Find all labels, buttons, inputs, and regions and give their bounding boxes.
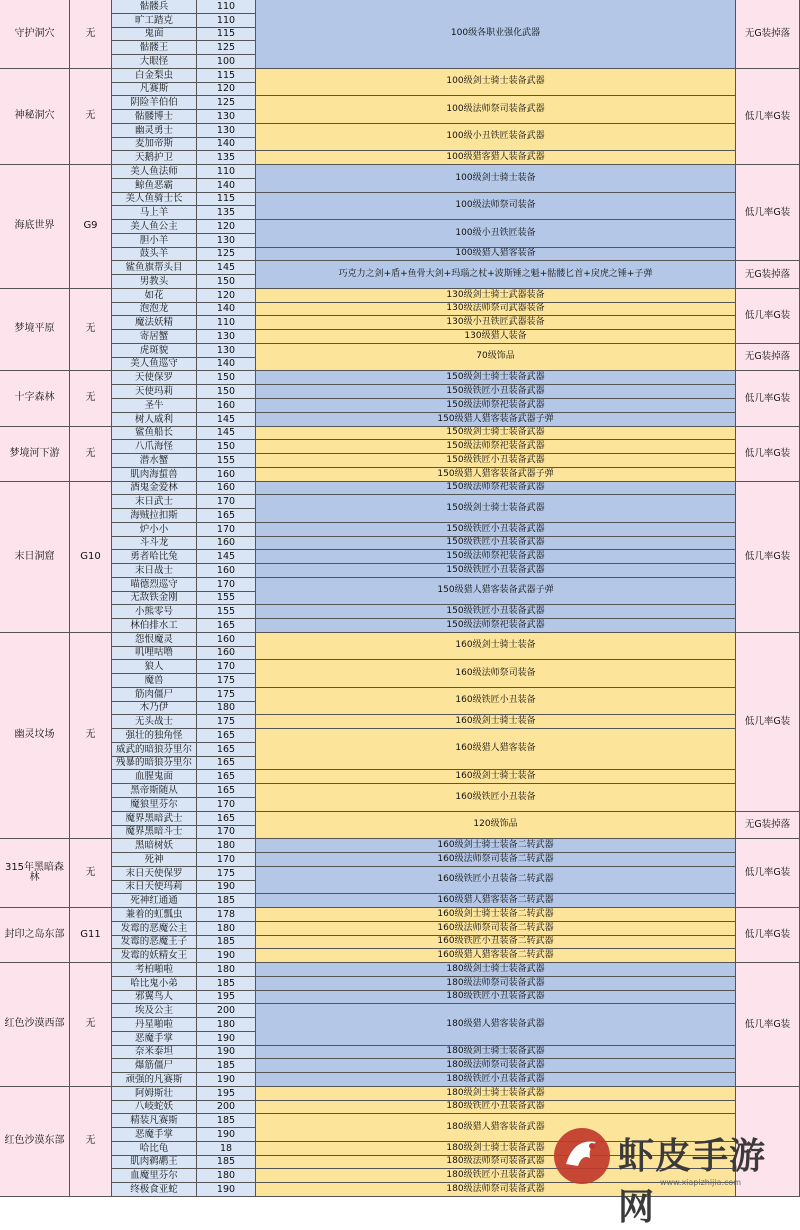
monster-name-cell: 大眼怪 xyxy=(112,55,197,69)
monster-name-cell: 哈比龟 xyxy=(112,1142,197,1156)
monster-level-cell: 135 xyxy=(197,151,256,165)
monster-name-cell: 如花 xyxy=(112,289,197,303)
monster-name-cell: 残暴的暗狼芬里尔 xyxy=(112,757,197,770)
loot-cell: 160级剑士骑士装备 xyxy=(256,770,736,784)
area-name-cell: 梦境河下游 xyxy=(0,427,70,482)
monster-level-cell: 145 xyxy=(197,413,256,427)
g-drop-cell: 无G装掉落 xyxy=(736,261,800,289)
loot-cell: 160级剑士骑士装备 xyxy=(256,633,736,660)
monster-name-cell: 发霉的恶魔公主 xyxy=(112,922,197,936)
loot-cell: 180级剑士骑士装备武器 xyxy=(256,1142,736,1156)
monster-level-cell: 140 xyxy=(197,138,256,151)
monster-level-cell: 200 xyxy=(197,1101,256,1114)
watermark-url: www.xiapizhijia.com xyxy=(660,1178,742,1187)
g-drop-cell: 低几率G装 xyxy=(736,371,800,427)
watermark-title: 虾皮手游网 xyxy=(618,1136,767,1228)
monster-name-cell: 无敌铁金刚 xyxy=(112,592,197,605)
monster-name-cell: 末日武士 xyxy=(112,495,197,509)
area-name-cell: 封印之岛东部 xyxy=(0,908,70,963)
g-drop-cell: 低几率G装 xyxy=(736,633,800,812)
monster-name-cell: 魔狼里芬尔 xyxy=(112,798,197,812)
monster-level-cell: 145 xyxy=(197,550,256,564)
g-drop-cell: 低几率G装 xyxy=(736,69,800,165)
monster-name-cell: 黑帝斯随从 xyxy=(112,784,197,798)
monster-level-cell: 170 xyxy=(197,798,256,812)
monster-name-cell: 魔兽 xyxy=(112,674,197,688)
monster-name-cell: 酒鬼金爱林 xyxy=(112,482,197,495)
monster-level-cell: 195 xyxy=(197,1087,256,1101)
grade-cell: 无 xyxy=(70,1087,112,1197)
monster-name-cell: 丹星啪啦 xyxy=(112,1018,197,1032)
monster-level-cell: 185 xyxy=(197,1114,256,1128)
loot-cell: 150级铁匠小丑装备武器 xyxy=(256,523,736,537)
monster-level-cell: 170 xyxy=(197,523,256,537)
monster-level-cell: 150 xyxy=(197,440,256,454)
monster-name-cell: 旷工踏克 xyxy=(112,14,197,28)
monster-level-cell: 115 xyxy=(197,28,256,41)
monster-level-cell: 160 xyxy=(197,633,256,647)
monster-level-cell: 150 xyxy=(197,371,256,385)
loot-cell: 150级铁匠小丑装备武器 xyxy=(256,385,736,399)
monster-name-cell: 末日天使保罗 xyxy=(112,867,197,881)
monster-name-cell: 骷髅博士 xyxy=(112,110,197,124)
monster-name-cell: 八爪海怪 xyxy=(112,440,197,454)
monster-level-cell: 160 xyxy=(197,647,256,660)
monster-level-cell: 185 xyxy=(197,894,256,908)
monster-name-cell: 爆筋僵尸 xyxy=(112,1059,197,1073)
monster-name-cell: 泡泡龙 xyxy=(112,303,197,316)
loot-cell: 160级法师祭司装备 xyxy=(256,660,736,688)
grade-cell: 无 xyxy=(70,963,112,1087)
loot-cell: 160级剑士骑士装备二转武器 xyxy=(256,839,736,853)
monster-level-cell: 120 xyxy=(197,289,256,303)
monster-level-cell: 160 xyxy=(197,564,256,578)
monster-level-cell: 150 xyxy=(197,385,256,399)
monster-name-cell: 美人鱼法师 xyxy=(112,165,197,179)
monster-level-cell: 190 xyxy=(197,1046,256,1059)
grade-cell: 无 xyxy=(70,371,112,427)
loot-cell: 150级铁匠小丑装备武器 xyxy=(256,564,736,578)
monster-name-cell: 美人鱼骑士长 xyxy=(112,193,197,206)
monster-name-cell: 怨恨魔灵 xyxy=(112,633,197,647)
loot-cell: 160级铁匠小丑装备二转武器 xyxy=(256,867,736,894)
loot-cell: 180级猎人猎客装备武器 xyxy=(256,1114,736,1142)
monster-name-cell: 发霉的恶魔王子 xyxy=(112,936,197,949)
g-drop-cell: 低几率G装 xyxy=(736,165,800,261)
loot-cell: 160级猎人猎客装备二转武器 xyxy=(256,949,736,963)
grade-cell: 无 xyxy=(70,633,112,839)
monster-name-cell: 末日天使玛莉 xyxy=(112,881,197,894)
monster-level-cell: 120 xyxy=(197,83,256,96)
loot-cell: 150级猎人猎客装备武器子弹 xyxy=(256,413,736,427)
loot-cell: 180级铁匠小丑装备武器 xyxy=(256,1169,736,1183)
monster-level-cell: 180 xyxy=(197,702,256,715)
loot-cell: 180级法师祭司装备武器 xyxy=(256,1059,736,1073)
monster-level-cell: 160 xyxy=(197,468,256,482)
monster-name-cell: 威武的暗狼芬里尔 xyxy=(112,743,197,757)
loot-cell: 180级猎人猎客装备武器 xyxy=(256,1004,736,1046)
loot-cell: 160级剑士骑士装备 xyxy=(256,715,736,729)
monster-level-cell: 165 xyxy=(197,757,256,770)
monster-name-cell: 勇者哈比兔 xyxy=(112,550,197,564)
monster-level-cell: 110 xyxy=(197,0,256,14)
monster-level-cell: 125 xyxy=(197,248,256,261)
monster-name-cell: 潜水蟹 xyxy=(112,454,197,468)
monster-name-cell: 阴险羊伯伯 xyxy=(112,96,197,110)
monster-level-cell: 160 xyxy=(197,399,256,413)
monster-name-cell: 发霉的妖精女王 xyxy=(112,949,197,963)
loot-cell: 160级剑士骑士装备二转武器 xyxy=(256,908,736,922)
monster-level-cell: 165 xyxy=(197,770,256,784)
area-name-cell: 末日洞窟 xyxy=(0,482,70,633)
monster-level-cell: 195 xyxy=(197,991,256,1004)
loot-cell: 100级小丑铁匠装备 xyxy=(256,220,736,248)
monster-name-cell: 顽强的凡赛斯 xyxy=(112,1073,197,1087)
monster-name-cell: 麦加帝斯 xyxy=(112,138,197,151)
monster-level-cell: 165 xyxy=(197,784,256,798)
monster-name-cell: 终极食亚蛇 xyxy=(112,1183,197,1197)
loot-cell: 160级法师祭司装备二转武器 xyxy=(256,853,736,867)
monster-name-cell: 死神 xyxy=(112,853,197,867)
loot-cell: 100级法师祭司装备 xyxy=(256,193,736,220)
monster-name-cell: 肌肉海蜇兽 xyxy=(112,468,197,482)
monster-name-cell: 天使保罗 xyxy=(112,371,197,385)
loot-cell: 150级猎人猎客装备武器子弹 xyxy=(256,468,736,482)
monster-level-cell: 130 xyxy=(197,330,256,344)
loot-cell: 160级猎人猎客装备二转武器 xyxy=(256,894,736,908)
loot-cell: 180级剑士骑士装备武器 xyxy=(256,1046,736,1059)
monster-level-cell: 135 xyxy=(197,206,256,220)
area-name-cell: 神秘洞穴 xyxy=(0,69,70,165)
monster-name-cell: 邪翼鸟人 xyxy=(112,991,197,1004)
grade-cell: G10 xyxy=(70,482,112,633)
monster-level-cell: 200 xyxy=(197,1004,256,1018)
monster-name-cell: 奈米泰坦 xyxy=(112,1046,197,1059)
grade-cell: 无 xyxy=(70,289,112,371)
monster-name-cell: 强壮的独角怪 xyxy=(112,729,197,743)
monster-level-cell: 180 xyxy=(197,1018,256,1032)
monster-level-cell: 160 xyxy=(197,482,256,495)
monster-name-cell: 白金梨虫 xyxy=(112,69,197,83)
monster-name-cell: 美人鱼巡守 xyxy=(112,358,197,371)
g-drop-cell: 低几率G装 xyxy=(736,482,800,633)
monster-level-cell: 185 xyxy=(197,936,256,949)
loot-cell: 130级法师祭司武器装备 xyxy=(256,303,736,316)
monster-name-cell: 幽灵勇士 xyxy=(112,124,197,138)
monster-level-cell: 140 xyxy=(197,358,256,371)
g-drop-cell: 低几率G装 xyxy=(736,839,800,908)
monster-level-cell: 155 xyxy=(197,605,256,619)
monster-name-cell: 天使玛莉 xyxy=(112,385,197,399)
monster-level-cell: 175 xyxy=(197,867,256,881)
monster-level-cell: 130 xyxy=(197,344,256,358)
loot-cell: 100级剑士骑士装备 xyxy=(256,165,736,193)
area-name-cell: 红色沙漠东部 xyxy=(0,1087,70,1197)
monster-name-cell: 骷髅王 xyxy=(112,41,197,55)
monster-name-cell: 鲨鱼船长 xyxy=(112,427,197,440)
grade-cell: 无 xyxy=(70,427,112,482)
loot-cell: 100级法师祭司装备武器 xyxy=(256,96,736,124)
monster-name-cell: 魔法妖精 xyxy=(112,316,197,330)
g-drop-cell: 低几率G装 xyxy=(736,289,800,344)
loot-cell: 150级法师祭祀装备武器 xyxy=(256,399,736,413)
monster-name-cell: 哈比鬼小弟 xyxy=(112,977,197,991)
monster-level-cell: 165 xyxy=(197,812,256,826)
loot-cell: 180级法师祭司装备武器 xyxy=(256,1156,736,1169)
monster-name-cell: 美人鱼公主 xyxy=(112,220,197,234)
loot-cell: 160级铁匠小丑装备 xyxy=(256,784,736,812)
monster-name-cell: 男教头 xyxy=(112,275,197,289)
monster-name-cell: 胆小羊 xyxy=(112,234,197,248)
g-drop-cell: 低几率G装 xyxy=(736,963,800,1087)
loot-cell: 180级铁匠小丑装备武器 xyxy=(256,991,736,1004)
monster-level-cell: 130 xyxy=(197,110,256,124)
monster-level-cell: 190 xyxy=(197,881,256,894)
loot-cell: 100级各职业强化武器 xyxy=(256,0,736,69)
monster-level-cell: 100 xyxy=(197,55,256,69)
monster-name-cell: 海贼拉扣斯 xyxy=(112,509,197,523)
monster-name-cell: 马上羊 xyxy=(112,206,197,220)
monster-level-cell: 110 xyxy=(197,14,256,28)
loot-cell: 160级法师祭司装备二转武器 xyxy=(256,922,736,936)
monster-level-cell: 170 xyxy=(197,660,256,674)
monster-name-cell: 木乃伊 xyxy=(112,702,197,715)
monster-name-cell: 筋肉僵尸 xyxy=(112,688,197,702)
monster-name-cell: 寄居蟹 xyxy=(112,330,197,344)
monster-name-cell: 考柏啪啦 xyxy=(112,963,197,977)
area-name-cell: 梦境平原 xyxy=(0,289,70,371)
grade-cell: 无 xyxy=(70,0,112,69)
loot-cell: 150级猎人猎客装备武器子弹 xyxy=(256,578,736,605)
monster-level-cell: 120 xyxy=(197,220,256,234)
monster-name-cell: 黑暗树妖 xyxy=(112,839,197,853)
monster-name-cell: 精装凡赛斯 xyxy=(112,1114,197,1128)
monster-level-cell: 170 xyxy=(197,495,256,509)
loot-cell: 130级剑士骑士武器装备 xyxy=(256,289,736,303)
g-drop-cell: 无G装掉落 xyxy=(736,812,800,839)
monster-level-cell: 180 xyxy=(197,1169,256,1183)
monster-level-cell: 185 xyxy=(197,977,256,991)
loot-cell: 巧克力之剑+盾+鱼骨大剑+玛瑙之杖+波斯锤之魁+骷髅匕首+戾虎之锤+子弹 xyxy=(256,261,736,289)
monster-name-cell: 鬼面 xyxy=(112,28,197,41)
loot-cell: 100级小丑铁匠装备武器 xyxy=(256,124,736,151)
monster-name-cell: 血魔里芬尔 xyxy=(112,1169,197,1183)
monster-level-cell: 110 xyxy=(197,165,256,179)
loot-cell: 160级猎人猎客装备 xyxy=(256,729,736,770)
monster-level-cell: 140 xyxy=(197,303,256,316)
g-drop-cell: 无G装掉落 xyxy=(736,0,800,69)
area-name-cell: 十字森林 xyxy=(0,371,70,427)
grade-cell: G9 xyxy=(70,165,112,289)
loot-cell: 150级法师祭祀装备武器 xyxy=(256,550,736,564)
monster-level-cell: 178 xyxy=(197,908,256,922)
loot-cell: 130级小丑铁匠武器装备 xyxy=(256,316,736,330)
loot-cell: 160级铁匠小丑装备二转武器 xyxy=(256,936,736,949)
grade-cell: 无 xyxy=(70,839,112,908)
monster-level-cell: 145 xyxy=(197,261,256,275)
monster-name-cell: 虎斑貌 xyxy=(112,344,197,358)
monster-level-cell: 170 xyxy=(197,826,256,839)
monster-name-cell: 喵德烈巡守 xyxy=(112,578,197,592)
monster-name-cell: 魔界黑暗武士 xyxy=(112,812,197,826)
g-drop-cell: 低几率G装 xyxy=(736,427,800,482)
monster-level-cell: 170 xyxy=(197,853,256,867)
monster-level-cell: 110 xyxy=(197,316,256,330)
monster-name-cell: 魔界黑暗斗士 xyxy=(112,826,197,839)
loot-cell: 120级饰品 xyxy=(256,812,736,839)
monster-name-cell: 血腥鬼面 xyxy=(112,770,197,784)
monster-level-cell: 125 xyxy=(197,41,256,55)
loot-cell: 150级法师祭祀装备武器 xyxy=(256,440,736,454)
monster-level-cell: 190 xyxy=(197,949,256,963)
area-name-cell: 幽灵坟场 xyxy=(0,633,70,839)
loot-cell: 100级猎人猎客装备 xyxy=(256,248,736,261)
grade-cell: 无 xyxy=(70,69,112,165)
grade-cell: G11 xyxy=(70,908,112,963)
monster-level-cell: 160 xyxy=(197,537,256,550)
monster-name-cell: 鲸鱼恶霸 xyxy=(112,179,197,193)
monster-name-cell: 阿姆斯壮 xyxy=(112,1087,197,1101)
loot-cell: 150级法师祭祀装备武器 xyxy=(256,482,736,495)
monster-level-cell: 155 xyxy=(197,592,256,605)
monster-level-cell: 165 xyxy=(197,509,256,523)
loot-cell: 180级法师祭司装备武器 xyxy=(256,977,736,991)
monster-level-cell: 190 xyxy=(197,1073,256,1087)
loot-cell: 150级铁匠小丑装备武器 xyxy=(256,454,736,468)
monster-name-cell: 斗斗龙 xyxy=(112,537,197,550)
monster-name-cell: 肌肉鹈鹕王 xyxy=(112,1156,197,1169)
area-name-cell: 守护洞穴 xyxy=(0,0,70,69)
monster-level-cell: 190 xyxy=(197,1183,256,1197)
monster-name-cell: 鼓头羊 xyxy=(112,248,197,261)
monster-level-cell: 130 xyxy=(197,124,256,138)
loot-cell: 150级法师祭祀装备武器 xyxy=(256,619,736,633)
monster-name-cell: 死神红通通 xyxy=(112,894,197,908)
monster-name-cell: 恶魔手掌 xyxy=(112,1032,197,1046)
monster-name-cell: 狼人 xyxy=(112,660,197,674)
loot-cell: 180级铁匠小丑装备武器 xyxy=(256,1101,736,1114)
monster-level-cell: 140 xyxy=(197,179,256,193)
loot-cell: 100级猎客猎人装备武器 xyxy=(256,151,736,165)
loot-cell: 150级铁匠小丑装备武器 xyxy=(256,537,736,550)
monster-level-cell: 155 xyxy=(197,454,256,468)
loot-cell: 70级饰品 xyxy=(256,344,736,371)
loot-cell: 150级剑士骑士装备武器 xyxy=(256,371,736,385)
monster-level-cell: 165 xyxy=(197,743,256,757)
monster-name-cell: 八岐蛇妖 xyxy=(112,1101,197,1114)
g-drop-cell: 无G装掉落 xyxy=(736,344,800,371)
monster-name-cell: 鲨鱼旗帮头目 xyxy=(112,261,197,275)
monster-name-cell: 骷髅兵 xyxy=(112,0,197,14)
monster-level-cell: 150 xyxy=(197,275,256,289)
monster-name-cell: 末日战士 xyxy=(112,564,197,578)
g-drop-cell: 低几率G装 xyxy=(736,908,800,963)
monster-level-cell: 180 xyxy=(197,922,256,936)
monster-name-cell: 凡赛斯 xyxy=(112,83,197,96)
area-name-cell: 315年黑暗森林 xyxy=(0,839,70,908)
monster-level-cell: 170 xyxy=(197,578,256,592)
monster-name-cell: 叽哩咕噜 xyxy=(112,647,197,660)
monster-level-cell: 125 xyxy=(197,96,256,110)
monster-name-cell: 树人威利 xyxy=(112,413,197,427)
loot-cell: 100级剑士骑士装备武器 xyxy=(256,69,736,96)
area-name-cell: 海底世界 xyxy=(0,165,70,289)
monster-name-cell: 无头战士 xyxy=(112,715,197,729)
monster-name-cell: 小熊零号 xyxy=(112,605,197,619)
monster-level-cell: 180 xyxy=(197,839,256,853)
loot-cell: 180级剑士骑士装备武器 xyxy=(256,963,736,977)
monster-level-cell: 18 xyxy=(197,1142,256,1156)
monster-level-cell: 185 xyxy=(197,1059,256,1073)
monster-level-cell: 165 xyxy=(197,729,256,743)
monster-level-cell: 175 xyxy=(197,715,256,729)
loot-cell: 150级剑士骑士装备武器 xyxy=(256,495,736,523)
loot-cell: 160级铁匠小丑装备 xyxy=(256,688,736,715)
area-name-cell: 红色沙漠西部 xyxy=(0,963,70,1087)
loot-cell: 180级铁匠小丑装备武器 xyxy=(256,1073,736,1087)
monster-name-cell: 圣牛 xyxy=(112,399,197,413)
monster-level-cell: 115 xyxy=(197,193,256,206)
monster-level-cell: 130 xyxy=(197,234,256,248)
g-drop-cell xyxy=(736,1087,800,1197)
monster-level-cell: 175 xyxy=(197,674,256,688)
monster-name-cell: 林伯排水工 xyxy=(112,619,197,633)
loot-cell: 180级法师祭司装备武器 xyxy=(256,1183,736,1197)
monster-level-cell: 175 xyxy=(197,688,256,702)
monster-name-cell: 天鹅护卫 xyxy=(112,151,197,165)
monster-level-cell: 185 xyxy=(197,1156,256,1169)
monster-name-cell: 兼着的虹瓢虫 xyxy=(112,908,197,922)
monster-level-cell: 190 xyxy=(197,1128,256,1142)
loot-cell: 130级猎人装备 xyxy=(256,330,736,344)
monster-level-cell: 190 xyxy=(197,1032,256,1046)
monster-name-cell: 恶魔手掌 xyxy=(112,1128,197,1142)
monster-level-cell: 165 xyxy=(197,619,256,633)
monster-level-cell: 180 xyxy=(197,963,256,977)
monster-level-cell: 115 xyxy=(197,69,256,83)
monster-name-cell: 炉小小 xyxy=(112,523,197,537)
monster-name-cell: 埃及公主 xyxy=(112,1004,197,1018)
loot-cell: 150级剑士骑士装备武器 xyxy=(256,427,736,440)
monster-level-cell: 145 xyxy=(197,427,256,440)
loot-cell: 150级铁匠小丑装备武器 xyxy=(256,605,736,619)
loot-cell: 180级剑士骑士装备武器 xyxy=(256,1087,736,1101)
